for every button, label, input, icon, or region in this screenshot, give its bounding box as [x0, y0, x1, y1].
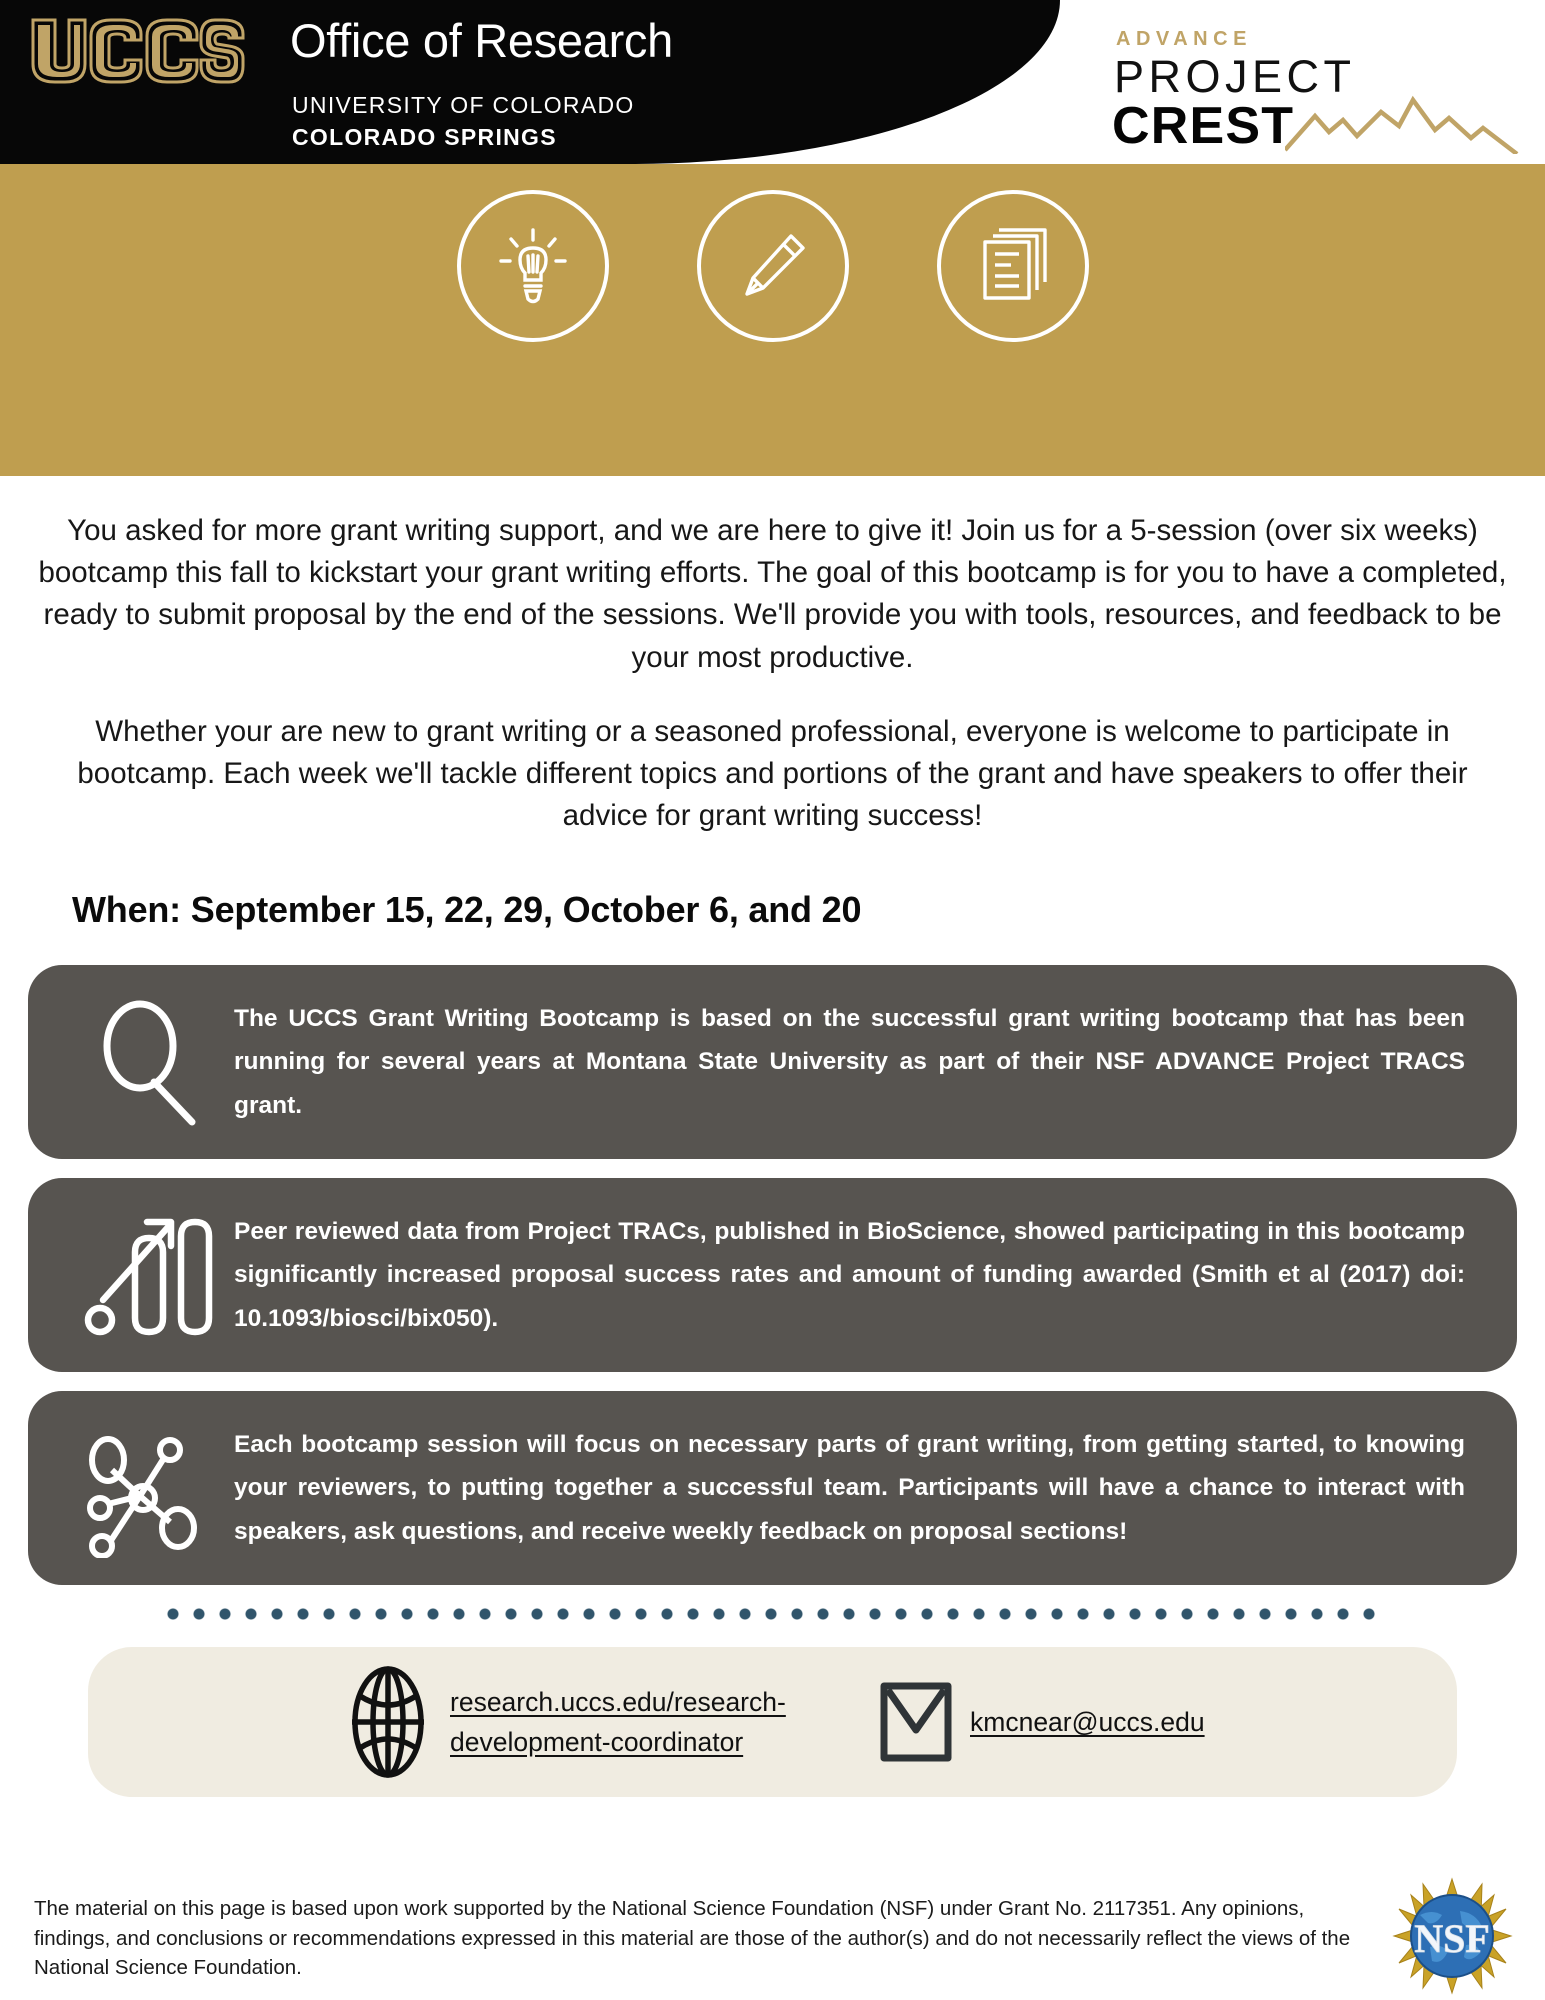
pencil-icon — [697, 190, 849, 342]
banner-icon-row — [0, 190, 1545, 342]
project-crest-logo — [1110, 28, 1545, 158]
email-link[interactable]: kmcnear@uccs.edu — [970, 1707, 1205, 1738]
dotted-divider — [160, 1607, 1385, 1621]
nsf-disclaimer: The material on this page is based upon work supported by the National Science Foundation (NSF) under Grant No. 2117351. Any opinions, findings, and conclusions or recommendations expressed in this material are those of the author(s) and do not necessarily reflect the views of the National Science Foundation. — [34, 1897, 1351, 1980]
website-contact[interactable] — [340, 1664, 810, 1780]
info-card-list — [0, 965, 1545, 1585]
office-of-research-title: Office of Research — [290, 14, 673, 67]
uccs-logo — [28, 15, 248, 89]
svg-text:NSF: NSF — [1414, 1916, 1490, 1961]
city-line: COLORADO SPRINGS — [292, 124, 557, 150]
info-card-text: Each bootcamp session will focus on necessary parts of grant writing, from getting started, to knowing your reviewers, to putting together a successful team. Participants will have a chance to interact with speakers, ask questions, and receive weekly feedback on proposal sections! — [234, 1430, 1465, 1545]
document-icon — [937, 190, 1089, 342]
body-area — [0, 510, 1545, 931]
crest-project-label: PROJECT — [1114, 51, 1356, 102]
magnifying-glass-icon — [62, 996, 234, 1128]
intro-paragraph-1: You asked for more grant writing support, and we are here to give it! Join us for a 5-session (over six weeks) bootcamp this fall to kickstart your grant writing efforts. The goal of this bootcamp is for you to have a completed, ready to submit proposal by the end of the sessions. We'll provide you with tools, resources, and feedback to be your most productive. — [38, 514, 1507, 674]
crest-advance-label: ADVANCE — [1116, 28, 1252, 50]
university-line: UNIVERSITY OF COLORADO — [292, 92, 635, 118]
info-card-text: Peer reviewed data from Project TRACs, published in BioScience, showed participating in this bootcamp significantly increased proposal success rates and amount of funding awarded (Smith et al (2017) doi: 10.1093/biosci/bix050). — [234, 1217, 1465, 1332]
contact-bar — [88, 1647, 1457, 1797]
page-header — [0, 0, 1545, 164]
envelope-icon — [876, 1678, 956, 1766]
info-card-text: The UCCS Grant Writing Bootcamp is based on the successful grant writing bootcamp that has been running for several years at Montana State University as part of their NSF ADVANCE Project TRACS grant. — [234, 1004, 1465, 1119]
crest-crest-label: CREST — [1112, 97, 1295, 155]
globe-icon — [340, 1664, 436, 1780]
nsf-logo — [1390, 1877, 1515, 1995]
info-card — [28, 1391, 1517, 1585]
network-nodes-icon — [62, 1418, 234, 1558]
when-schedule-line: When: September 15, 22, 29, October 6, and 20 — [72, 889, 862, 931]
info-card — [28, 965, 1517, 1159]
lightbulb-icon — [457, 190, 609, 342]
gold-banner — [0, 164, 1545, 476]
intro-paragraph-2: Whether your are new to grant writing or a seasoned professional, everyone is welcome to participate in bootcamp. Each week we'll tackle different topics and portions of the grant and have speakers to offer their advice for grant writing success! — [77, 714, 1468, 833]
email-contact[interactable] — [876, 1678, 1205, 1766]
website-link[interactable]: research.uccs.edu/research-development-coordinator — [450, 1686, 786, 1758]
growth-chart-icon — [62, 1208, 234, 1342]
info-card — [28, 1178, 1517, 1372]
